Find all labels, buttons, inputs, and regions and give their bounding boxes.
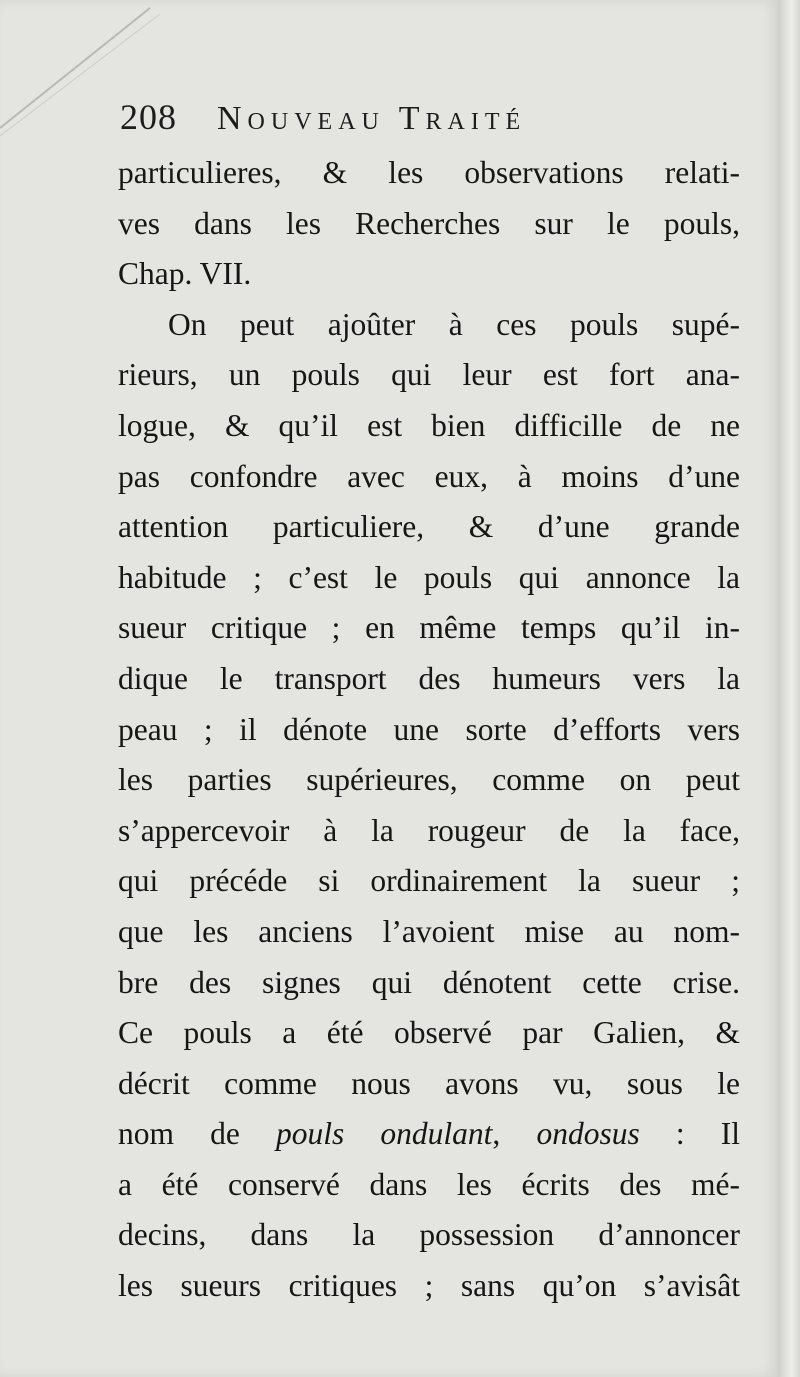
line-prefix: nom de (118, 1116, 277, 1152)
text-line: que les anciens l’avoient mise au nom- (118, 913, 740, 949)
text-line: les sueurs critiques ; sans qu’on s’avisât (118, 1268, 740, 1304)
page-header (120, 96, 740, 138)
italic-term-latin: ondosus (536, 1116, 640, 1152)
text-line: Chap. VII. (118, 256, 252, 292)
page-number: 208 (120, 97, 177, 137)
text-line: dique le transport des humeurs vers la (118, 660, 740, 696)
text-line: décrit comme nous avons vu, sous le (118, 1065, 740, 1101)
text-line: les parties supérieures, comme on peut (118, 762, 740, 798)
text-line: a été conservé dans les écrits des mé- (118, 1166, 740, 1202)
text-line: sueur critique ; en même temps qu’il in- (118, 610, 740, 646)
text-line-with-italics (118, 1109, 740, 1160)
text-line: logue, & qu’il est bien difficille de ne (118, 407, 740, 443)
text-line: Ce pouls a été observé par Galien, & (118, 1015, 740, 1051)
text-line: particulieres, & les observations relati- (118, 155, 740, 190)
text-line: rieurs, un pouls qui leur est fort ana- (118, 357, 740, 393)
text-line: ves dans les Recherches sur le pouls, (118, 205, 740, 241)
book-gutter (778, 0, 800, 1377)
italic-term: pouls ondulant (276, 1116, 493, 1152)
text-line: habitude ; c’est le pouls qui annonce la (118, 559, 740, 595)
text-line: attention particuliere, & d’une grande (118, 509, 740, 545)
text-line: bre des signes qui dénotent cette crise. (118, 964, 740, 1000)
text-line: pas confondre avec eux, à moins d’une (118, 458, 740, 494)
line-separator: , (492, 1116, 537, 1152)
text-line: qui précéde si ordinairement la sueur ; (118, 863, 740, 899)
text-line: s’appercevoir à la rougeur de la face, (118, 812, 740, 848)
running-title: Nouveau Traité (217, 100, 527, 137)
body-text (118, 148, 740, 1312)
text-line: decins, dans la possession d’annoncer (118, 1217, 740, 1253)
line-suffix: : Il (639, 1116, 740, 1152)
text-line: On peut ajoûter à ces pouls supé- (168, 306, 740, 342)
text-line: peau ; il dénote une sorte d’efforts vers (118, 711, 740, 747)
